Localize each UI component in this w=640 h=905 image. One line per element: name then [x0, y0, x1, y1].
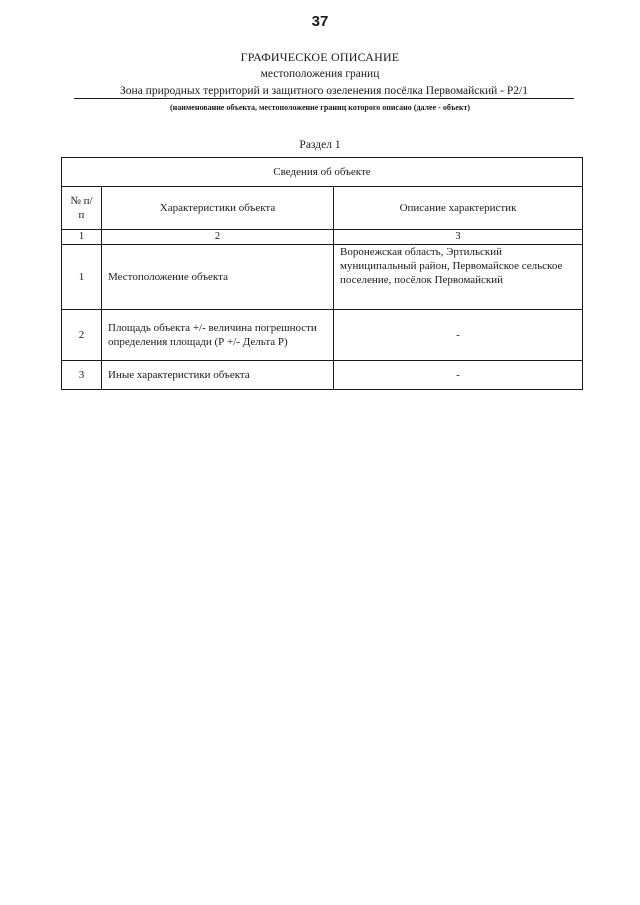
object-info-table	[61, 157, 583, 390]
page-number: 37	[311, 13, 329, 30]
row-number: 1	[62, 245, 102, 310]
column-number: 1	[62, 230, 102, 245]
row-description: -	[334, 361, 583, 390]
section-label: Раздел 1	[299, 139, 341, 151]
column-number-row	[62, 230, 583, 245]
column-header-number: № п/п	[62, 187, 102, 230]
row-characteristic: Местоположение объекта	[102, 245, 334, 310]
row-characteristic: Площадь объекта +/- величина погрешности определения площади (Р +/- Дельта Р)	[102, 310, 334, 361]
row-number: 3	[62, 361, 102, 390]
table-row	[62, 310, 583, 361]
document-title: ГРАФИЧЕСКОЕ ОПИСАНИЕ	[240, 50, 400, 64]
row-description: -	[334, 310, 583, 361]
column-header-description: Описание характеристик	[334, 187, 583, 230]
column-number: 3	[334, 230, 583, 245]
row-description: Воронежская область, Эртильский муниципальный район, Первомайское сельское поселение, посёлок Первомайский	[334, 245, 583, 310]
table-row	[62, 245, 583, 310]
row-characteristic: Иные характеристики объекта	[102, 361, 334, 390]
object-name: Зона природных территорий и защитного озеленения посёлка Первомайский - Р2/1	[74, 85, 574, 99]
table-header-row	[62, 187, 583, 230]
column-number: 2	[102, 230, 334, 245]
object-name-note: (наименование объекта, местоположение границ которого описано (далее - объект)	[169, 103, 471, 112]
row-number: 2	[62, 310, 102, 361]
document-subtitle: местоположения границ	[260, 68, 380, 80]
column-header-characteristic: Характеристики объекта	[102, 187, 334, 230]
table-row	[62, 361, 583, 390]
table-caption-row	[62, 158, 583, 187]
table-caption: Сведения об объекте	[62, 158, 583, 187]
